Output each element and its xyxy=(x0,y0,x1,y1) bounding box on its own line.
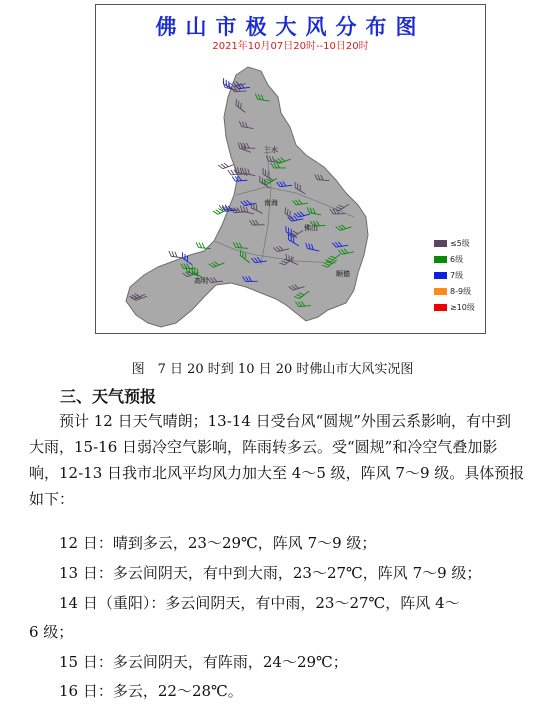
wind-map-figure xyxy=(95,4,486,334)
legend-swatch xyxy=(434,288,447,295)
region-shape xyxy=(126,67,368,327)
legend-label: 7级 xyxy=(450,270,464,280)
foshan-region-map xyxy=(96,5,485,333)
legend-label: 8-9级 xyxy=(450,286,472,296)
city-label-sanshui: 三水 xyxy=(264,146,278,154)
figure-caption: 图 7 日 20 时到 10 日 20 时佛山市大风实况图 xyxy=(131,362,414,377)
section-title: 三、天气预报 xyxy=(60,387,157,406)
legend-swatch xyxy=(434,256,447,263)
forecast-summary-paragraph: 预计 12 日天气晴朗；13-14 日受台风“圆规”外围云系影响，有中到大雨，15-16 日弱冷空气影响，阵雨转多云。受“圆规”和冷空气叠加影响，12-13 日我市北风平均风力加大至 4～5 级，阵风 7～9 级。具体预报如下： xyxy=(29,412,525,508)
map-title: 佛山市极大风分布图 xyxy=(155,15,426,39)
legend-item xyxy=(434,235,475,251)
legend-item xyxy=(434,299,475,315)
legend-swatch xyxy=(434,272,447,279)
legend-label: 6级 xyxy=(450,254,464,264)
forecast-line: 6 级； xyxy=(29,623,74,641)
map-subtitle: 2021年10月07日20时--10日20时 xyxy=(212,41,369,52)
forecast-line: 12 日：晴到多云，23～29℃，阵风 7～9 级； xyxy=(59,534,377,552)
legend-item xyxy=(434,251,475,267)
wind-barb xyxy=(218,160,234,170)
city-label-shunde: 顺德 xyxy=(336,270,350,278)
legend-item xyxy=(434,267,475,283)
forecast-line: 14 日（重阳）：多云间阴天，有中雨，23～27℃，阵风 4～ xyxy=(59,594,460,612)
legend-swatch xyxy=(434,304,447,311)
legend-label: ≤5级 xyxy=(450,238,470,248)
forecast-line: 13 日：多云间阴天，有中到大雨，23～27℃，阵风 7～9 级； xyxy=(59,564,482,582)
legend-swatch xyxy=(434,240,447,247)
wind-barb xyxy=(168,251,184,258)
forecast-line: 15 日：多云间阴天，有阵雨，24～29℃； xyxy=(59,653,348,671)
map-legend xyxy=(434,235,475,315)
city-label-foshan: 佛山 xyxy=(304,224,318,232)
forecast-line: 16 日：多云，22～28℃。 xyxy=(59,682,243,700)
legend-label: ≥10级 xyxy=(450,302,475,312)
city-label-gaoming: 高明 xyxy=(194,277,208,285)
legend-item xyxy=(434,283,475,299)
city-label-nanhai: 南海 xyxy=(264,199,278,207)
